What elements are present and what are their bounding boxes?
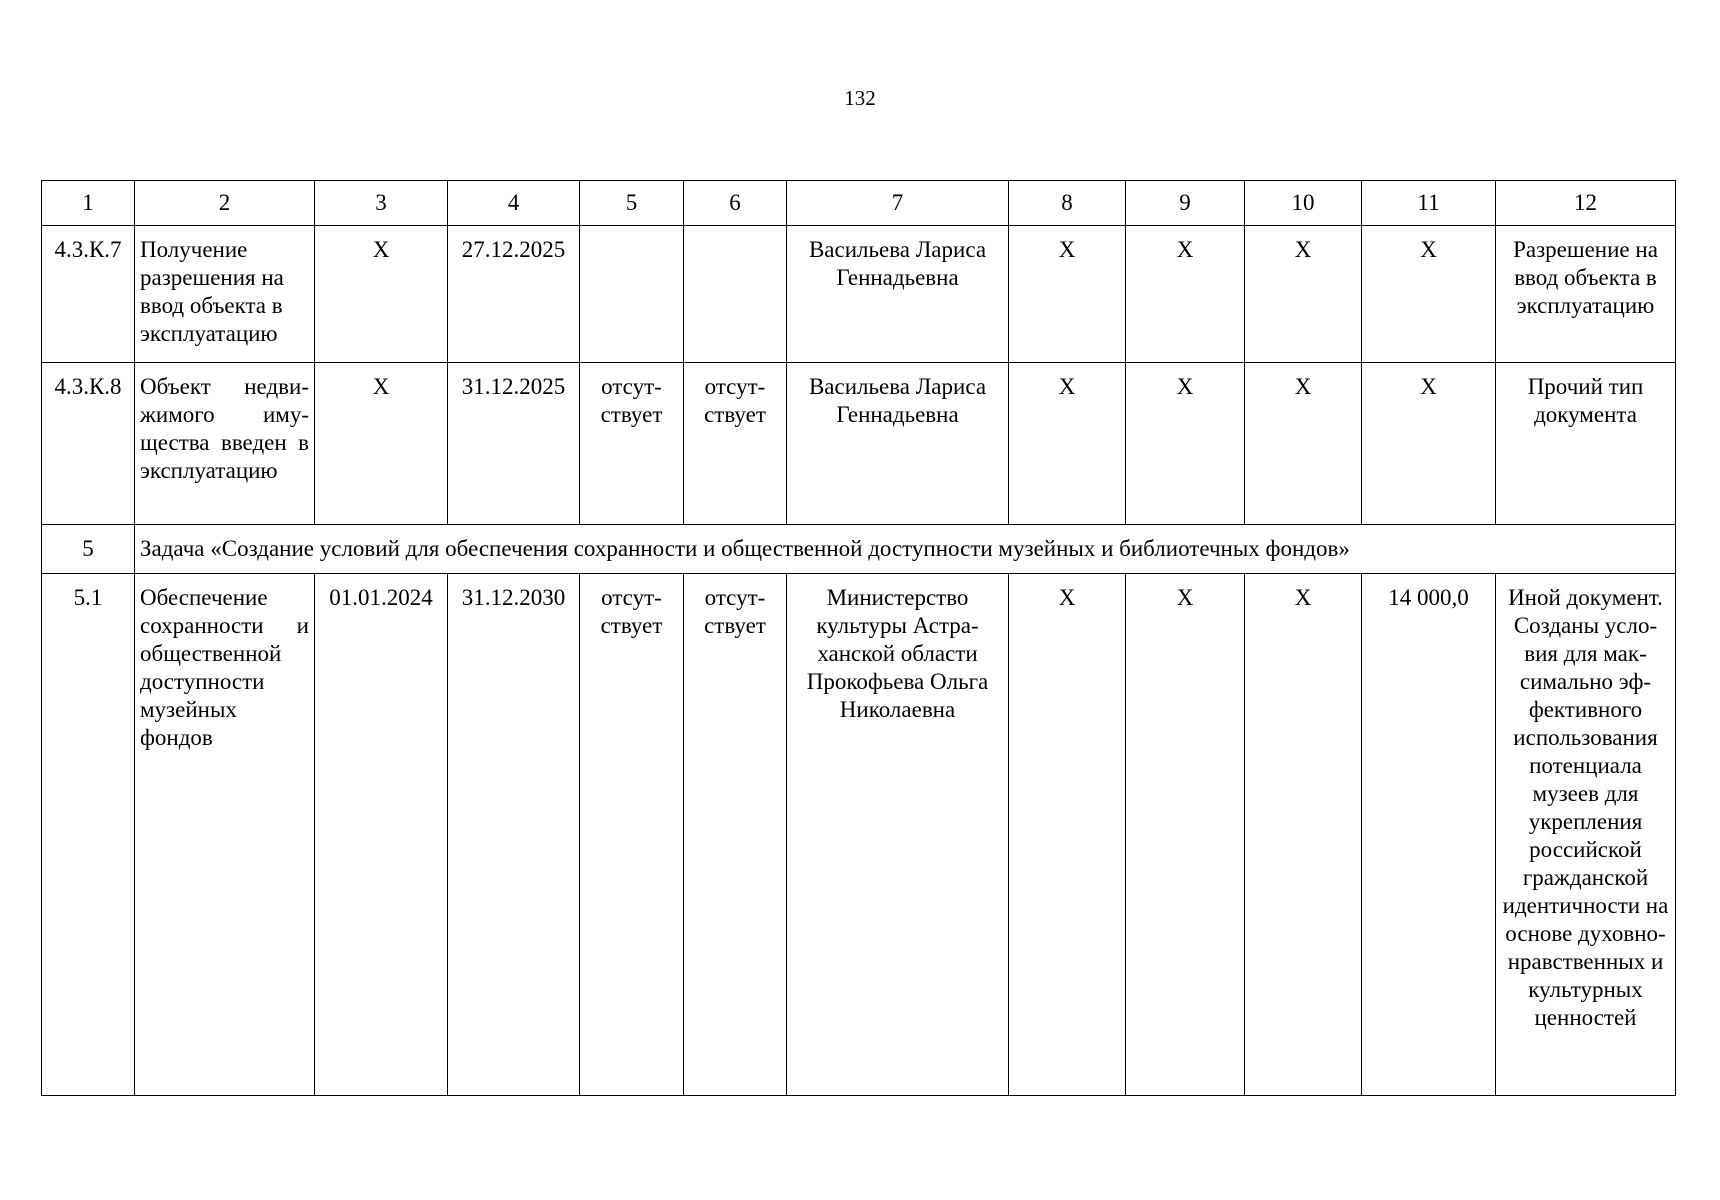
row-number: 5.1 <box>42 574 135 1096</box>
column-header: 5 <box>580 181 684 226</box>
responsible: Васильева Лариса Геннадьевна <box>787 226 1009 363</box>
cell-col9: Х <box>1126 363 1245 525</box>
row-name: Получение разрешения на ввод объекта в эксплуатацию <box>135 226 315 363</box>
cell-col8: Х <box>1009 574 1126 1096</box>
plan-table <box>41 180 1676 1096</box>
end-date: 31.12.2025 <box>448 363 580 525</box>
row-name: Обеспечение сохранности и общественной доступности музейных фондов <box>135 574 315 1096</box>
cell-col11: Х <box>1362 226 1496 363</box>
end-date: 27.12.2025 <box>448 226 580 363</box>
cell-col5 <box>580 226 684 363</box>
column-header: 3 <box>315 181 448 226</box>
cell-col10: Х <box>1245 574 1362 1096</box>
cell-col8: Х <box>1009 363 1126 525</box>
start-date: 01.01.2024 <box>315 574 448 1096</box>
column-header: 9 <box>1126 181 1245 226</box>
column-header: 11 <box>1362 181 1496 226</box>
table-row <box>42 226 1676 363</box>
cell-col11: 14 000,0 <box>1362 574 1496 1096</box>
start-date: Х <box>315 363 448 525</box>
responsible: Васильева Лариса Геннадьевна <box>787 363 1009 525</box>
cell-col5: отсутствует <box>580 574 684 1096</box>
column-number-row <box>42 181 1676 226</box>
cell-col6 <box>684 226 787 363</box>
row-name: Объект недвижимого имущества введен в эксплуатацию <box>135 363 315 525</box>
end-date: 31.12.2030 <box>448 574 580 1096</box>
table-row <box>42 363 1676 525</box>
column-header: 7 <box>787 181 1009 226</box>
cell-col8: Х <box>1009 226 1126 363</box>
column-header: 6 <box>684 181 787 226</box>
document-type: Прочий тип документа <box>1496 363 1676 525</box>
row-number: 4.3.К.7 <box>42 226 135 363</box>
column-header: 8 <box>1009 181 1126 226</box>
cell-col6: отсутствует <box>684 574 787 1096</box>
task-number: 5 <box>42 525 135 574</box>
column-header: 4 <box>448 181 580 226</box>
document-type: Иной документ. Созданы условия для максимально эффективного использования потенциала музеев для укрепления российской гражданской идентичности на основе духовно-нравственных и культурных ценностей <box>1496 574 1676 1096</box>
cell-col10: Х <box>1245 363 1362 525</box>
cell-col9: Х <box>1126 226 1245 363</box>
row-number: 4.3.К.8 <box>42 363 135 525</box>
document-type: Разрешение на ввод объекта в эксплуатацию <box>1496 226 1676 363</box>
responsible: Министерство культуры Астраханской области Прокофьева Ольга Николаевна <box>787 574 1009 1096</box>
task-row <box>42 525 1676 574</box>
page-number: 132 <box>844 86 876 110</box>
cell-col6: отсутствует <box>684 363 787 525</box>
table-row <box>42 574 1676 1096</box>
column-header: 10 <box>1245 181 1362 226</box>
cell-col10: Х <box>1245 226 1362 363</box>
start-date: Х <box>315 226 448 363</box>
column-header: 12 <box>1496 181 1676 226</box>
task-title: Задача «Создание условий для обеспечения сохранности и общественной доступности музейных и библиотечных фондов» <box>135 525 1676 574</box>
cell-col11: Х <box>1362 363 1496 525</box>
cell-col5: отсутствует <box>580 363 684 525</box>
column-header: 2 <box>135 181 315 226</box>
cell-col9: Х <box>1126 574 1245 1096</box>
column-header: 1 <box>42 181 135 226</box>
